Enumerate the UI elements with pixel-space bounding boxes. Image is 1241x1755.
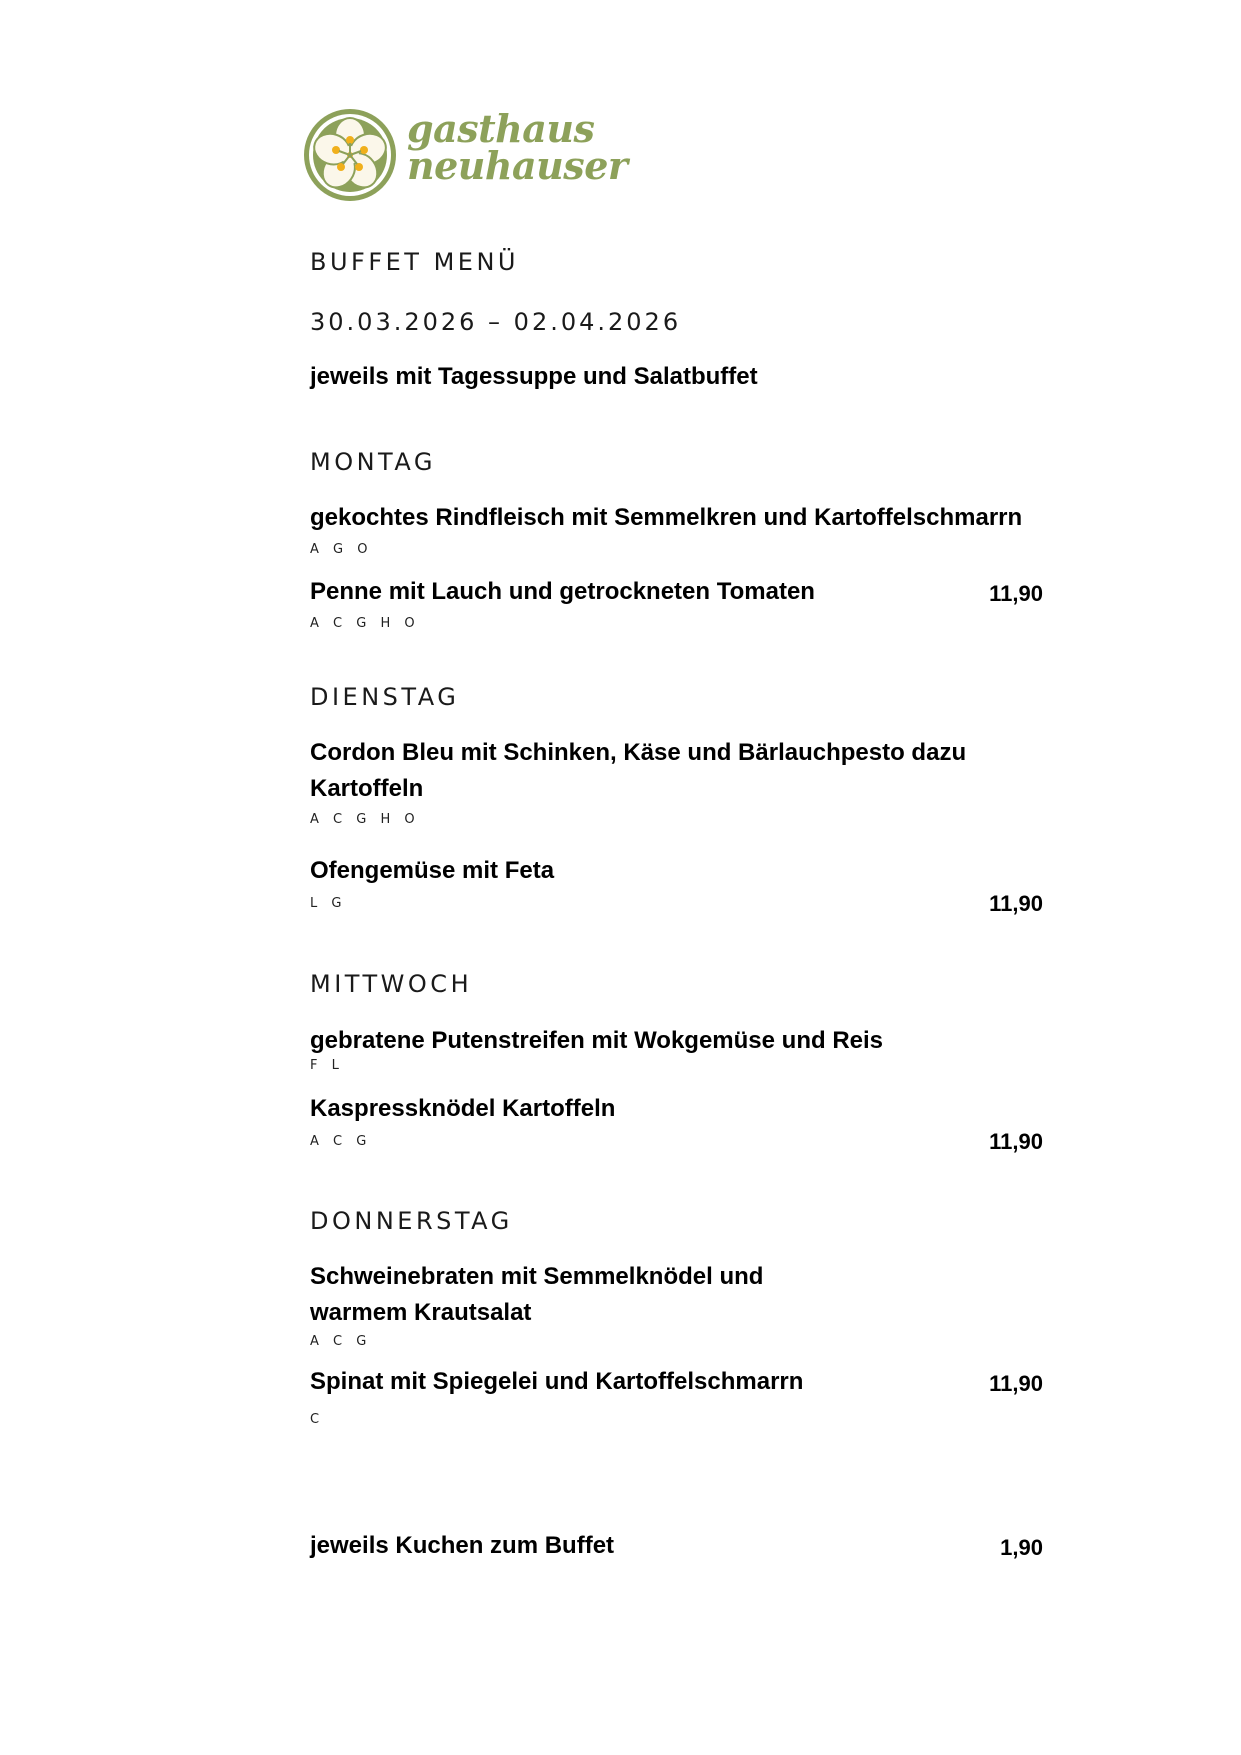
dish-allergens: A C G (310, 1134, 372, 1149)
day-heading-montag: MONTAG (310, 448, 436, 476)
cake-label: jeweils Kuchen zum Buffet (310, 1532, 615, 1559)
dish-name: Ofengemüse mit Feta (310, 857, 555, 884)
logo-wordmark (407, 106, 628, 188)
date-range: 30.03.2026 – 02.04.2026 (310, 308, 682, 336)
dish-price: 11,90 (989, 581, 1043, 606)
dish-allergens: F L (310, 1058, 344, 1073)
dish-name: Penne mit Lauch und getrockneten Tomaten (310, 578, 815, 605)
dish-allergens: L G (310, 896, 347, 911)
dish-allergens: A C G H O (310, 812, 420, 827)
dish-allergens: A C G (310, 1334, 372, 1349)
dish-name: Spinat mit Spiegelei und Kartoffelschmarrn (310, 1368, 804, 1395)
dish-price: 11,90 (989, 1371, 1043, 1396)
day-heading-dienstag: DIENSTAG (310, 683, 460, 711)
dish-allergens: C (310, 1412, 325, 1427)
dish-name: Schweinebraten mit Semmelknödel und warmem Krautsalat (310, 1263, 764, 1326)
flower-icon (302, 106, 398, 204)
page-title: BUFFET MENÜ (310, 248, 519, 276)
dish-name: Kaspressknödel Kartoffeln (310, 1095, 616, 1122)
logo (302, 106, 628, 206)
day-heading-donnerstag: DONNERSTAG (310, 1207, 513, 1235)
subtitle: jeweils mit Tagessuppe und Salatbuffet (310, 363, 758, 390)
dish-allergens: A G O (310, 542, 373, 557)
dish-price: 11,90 (989, 891, 1043, 916)
dish-allergens: A C G H O (310, 616, 420, 631)
dish-name: gebratene Putenstreifen mit Wokgemüse und Reis (310, 1027, 884, 1054)
dish-name: Cordon Bleu mit Schinken, Käse und Bärlauchpesto dazu Kartoffeln (310, 739, 967, 802)
dish-name: gekochtes Rindfleisch mit Semmelkren und Kartoffelschmarrn (310, 504, 1023, 531)
dish-price: 11,90 (989, 1129, 1043, 1154)
logo-line-1: gasthaus (407, 106, 595, 151)
cake-price: 1,90 (1000, 1535, 1043, 1560)
logo-line-2: neuhauser (407, 143, 628, 188)
day-heading-mittwoch: MITTWOCH (310, 970, 473, 998)
